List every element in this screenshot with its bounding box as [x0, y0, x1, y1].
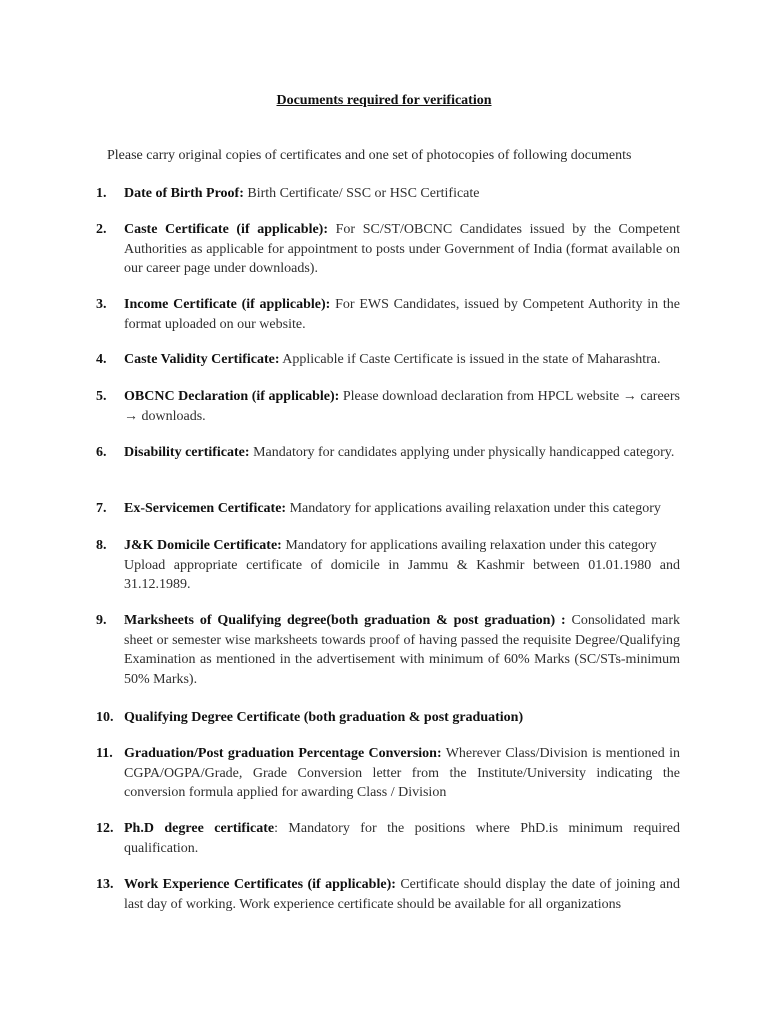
item-label: Ex-Servicemen Certificate: [124, 501, 287, 516]
item-text: Applicable if Caste Certificate is issued in the state of Maharashtra. [279, 352, 661, 367]
item-first-line [124, 536, 680, 556]
item-body [124, 819, 680, 858]
item-text: Consolidated mark sheet or semester wise marksheets towards proof of having passed the requisite Degree/Qualifying Examination as mentioned in the advertisement with minimum of 60% Marks (SC/STs-minimum 50% Marks). [124, 613, 681, 687]
item-label: Graduation/Post graduation Percentage Conversion: [124, 746, 442, 761]
item-body [124, 499, 680, 519]
item-label: Marksheets of Qualifying degree(both graduation & post graduation) : [124, 613, 566, 628]
item-body [124, 875, 680, 914]
item-label: Caste Validity Certificate: [124, 352, 280, 367]
list-item [96, 875, 680, 914]
document-title: Documents required for verification [276, 93, 492, 108]
item-label: Income Certificate (if applicable): [124, 297, 331, 312]
list-item [96, 350, 680, 370]
list-item [96, 387, 680, 426]
item-label: OBCNC Declaration (if applicable): [124, 389, 340, 404]
list-item [96, 184, 680, 204]
item-number: 7. [96, 501, 107, 516]
item-label: Work Experience Certificates (if applicable): [124, 877, 396, 892]
item-label: J&K Domicile Certificate: [124, 538, 282, 553]
item-body [124, 611, 680, 689]
item-text: : Mandatory for the positions where PhD.is minimum required qualification. [124, 821, 681, 856]
item-label: Ph.D degree certificate [124, 821, 275, 836]
item-body [124, 443, 680, 463]
item-body [124, 708, 680, 728]
item-text: For EWS Candidates, issued by Competent Authority in the format uploaded on our website. [124, 297, 680, 332]
item-number: 4. [96, 352, 107, 367]
item-body [124, 387, 680, 426]
item-body [124, 184, 680, 204]
item-text: Mandatory for applications availing relaxation under this category [281, 538, 657, 553]
item-body [124, 220, 680, 279]
intro-text: Please carry original copies of certificates and one set of photocopies of following documents [107, 148, 632, 163]
item-number: 8. [96, 538, 107, 553]
item-text: Wherever Class/Division is mentioned in CGPA/OGPA/Grade, Grade Conversion letter from the Institute/University indicating the conversion formula applied for awarding Class / Division [124, 746, 680, 800]
item-body [124, 536, 680, 595]
item-text: For SC/ST/OBCNC Candidates issued by the Competent Authorities as applicable for appointment to posts under Government of India (format available on our career page under downloads). [124, 222, 680, 276]
item-number: 13. [96, 877, 114, 892]
list-item [96, 295, 680, 334]
item-number: 10. [96, 710, 114, 725]
item-text: Certificate should display the date of joining and last day of working. Work experience certificate should be available for all organizations [124, 877, 680, 912]
item-number: 6. [96, 445, 107, 460]
item-number: 2. [96, 222, 107, 237]
item-text: Mandatory for applications availing relaxation under this category [286, 501, 661, 516]
item-text-continued: Upload appropriate certificate of domicile in Jammu & Kashmir between 01.01.1980 and 31.12.1989. [124, 557, 680, 592]
item-number: 3. [96, 297, 107, 312]
list-item [96, 744, 680, 803]
item-number: 11. [96, 746, 113, 761]
item-text: Birth Certificate/ SSC or HSC Certificate [243, 186, 480, 201]
item-label: Caste Certificate (if applicable): [124, 222, 329, 237]
item-text: Please download declaration from HPCL website → careers → downloads. [124, 389, 681, 424]
list-item [96, 819, 680, 858]
list-item [96, 536, 680, 595]
list-item [96, 220, 680, 279]
item-label: Qualifying Degree Certificate (both graduation & post graduation) [124, 710, 524, 725]
list-item [96, 611, 680, 689]
item-label: Date of Birth Proof: [124, 186, 244, 201]
item-body [124, 350, 680, 370]
item-number: 9. [96, 613, 107, 628]
list-item [96, 708, 680, 728]
list-item [96, 443, 680, 463]
item-number: 5. [96, 389, 107, 404]
item-body [124, 744, 680, 803]
item-body [124, 295, 680, 334]
item-number: 12. [96, 821, 114, 836]
item-number: 1. [96, 186, 107, 201]
item-label: Disability certificate: [124, 445, 250, 460]
item-text: Mandatory for candidates applying under physically handicapped category. [249, 445, 675, 460]
list-item [96, 499, 680, 519]
